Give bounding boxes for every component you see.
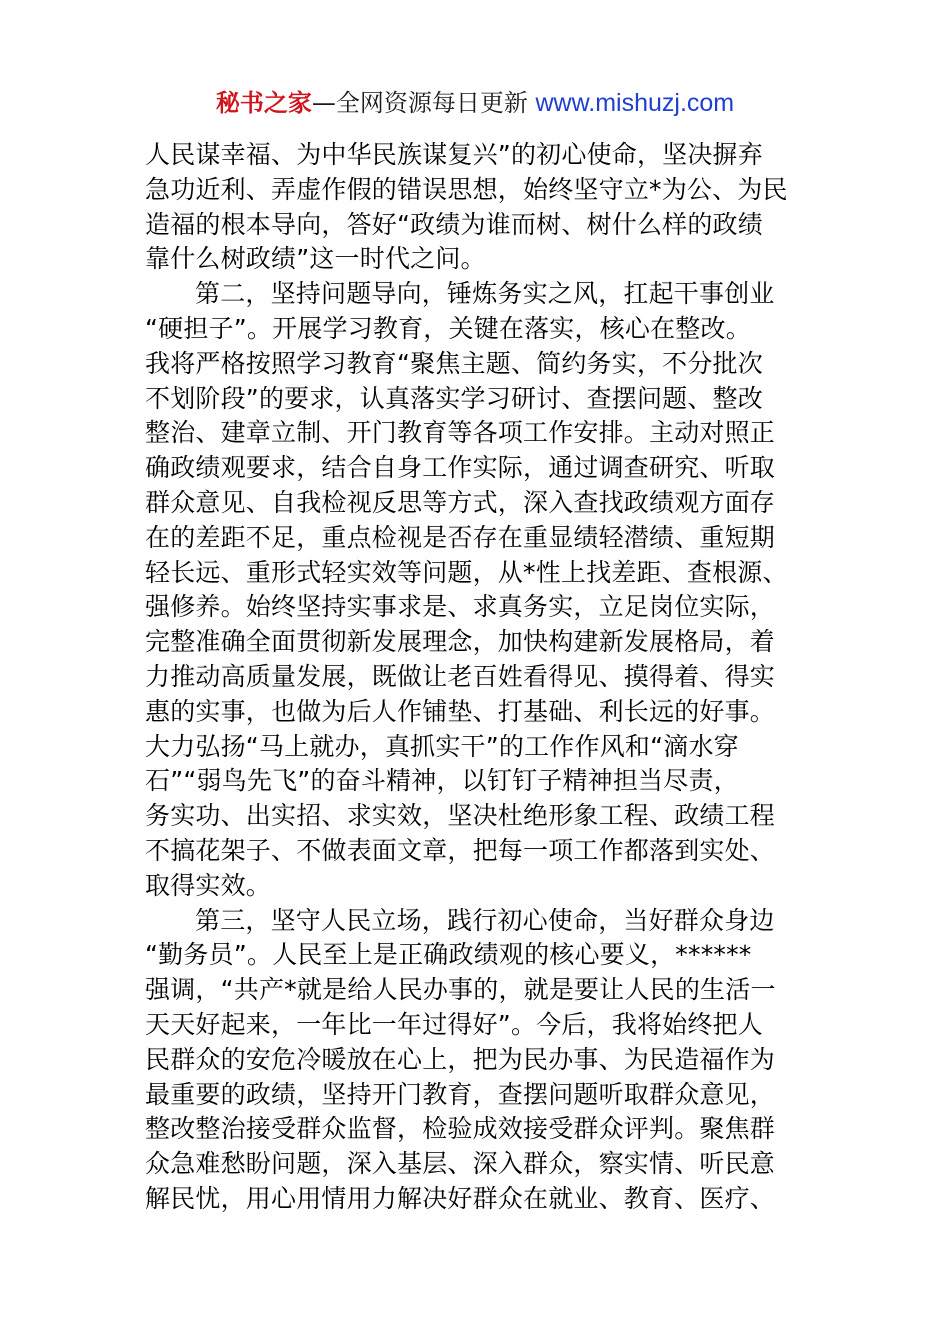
text-line: 确政绩观要求，结合自身工作实际，通过调查研究、听取 [145,453,776,483]
text-line: 人民谋幸福、为中华民族谋复兴”的初心使命，坚决摒弃 [145,140,763,169]
text-line: 靠什么树政绩”这一时代之问。 [145,244,486,274]
text-line: 天天好起来，一年比一年过得好”。今后，我将始终把人 [145,1009,763,1039]
text-line: 不划阶段”的要求，认真落实学习研讨、查摆问题、整改 [145,383,763,413]
paragraph-first-line: 第三，坚守人民立场，践行初心使命，当好群众身边 [195,905,775,935]
text-line: “勤务员”。人民至上是正确政绩观的核心要义，****** [145,940,752,970]
header-separator: — [311,89,336,117]
text-line: “硬担子”。开展学习教育，关键在落实，核心在整改。 [145,313,751,343]
text-line: 解民忧，用心用情用力解决好群众在就业、教育、医疗、 [145,1183,776,1213]
text-line: 石”“弱鸟先飞”的奋斗精神，以钉钉子精神担当尽责， [145,766,739,796]
text-line: 最重要的政绩，坚持开门教育，查摆问题听取群众意见， [145,1079,776,1109]
paragraph-first-line: 第二，坚持问题导向，锤炼务实之风，扛起干事创业 [195,279,775,309]
text-line: 整改整治接受群众监督，检验成效接受群众评判。聚焦群 [145,1114,776,1144]
text-line: 民群众的安危冷暖放在心上，把为民办事、为民造福作为 [145,1044,776,1074]
text-line: 完整准确全面贯彻新发展理念，加快构建新发展格局，着 [145,627,776,657]
text-line: 急功近利、弄虚作假的错误思想，始终坚守立*为公、为民 [145,174,788,204]
text-line: 轻长远、重形式轻实效等问题，从*性上找差距、查根源、 [145,557,788,587]
text-line: 不搞花架子、不做表面文章，把每一项工作都落到实处、 [145,835,776,865]
text-line: 整治、建章立制、开门教育等各项工作安排。主动对照正 [145,418,776,448]
text-line: 惠的实事，也做为后人作铺垫、打基础、利长远的好事。 [145,696,776,726]
site-url-link[interactable]: www.mishuzj.com [535,89,735,117]
text-line: 取得实效。 [145,870,272,900]
text-line: 群众意见、自我检视反思等方式，深入查找政绩观方面存 [145,487,776,517]
text-line: 大力弘扬“马上就办，真抓实干”的工作作风和“滴水穿 [145,731,739,761]
text-line: 强修养。始终坚持实事求是、求真务实，立足岗位实际， [145,592,776,622]
document-body [145,138,810,1217]
text-line: 强调，“共产*就是给人民办事的，就是要让人民的生活一 [145,975,776,1005]
header-slogan: 全网资源每日更新 [335,89,528,117]
brand-name: 秘书之家 [215,89,312,117]
text-line: 我将严格按照学习教育“聚焦主题、简约务实，不分批次 [145,348,763,378]
text-line: 力推动高质量发展，既做让老百姓看得见、摸得着、得实 [145,661,776,691]
text-line: 在的差距不足，重点检视是否存在重显绩轻潜绩、重短期 [145,522,776,552]
text-line: 务实功、出实招、求实效，坚决杜绝形象工程、政绩工程 [145,801,776,831]
text-line: 造福的根本导向，答好“政绩为谁而树、树什么样的政绩 [145,209,763,239]
site-header [0,86,950,120]
text-line: 众急难愁盼问题，深入基层、深入群众，察实情、听民意 [145,1149,776,1179]
